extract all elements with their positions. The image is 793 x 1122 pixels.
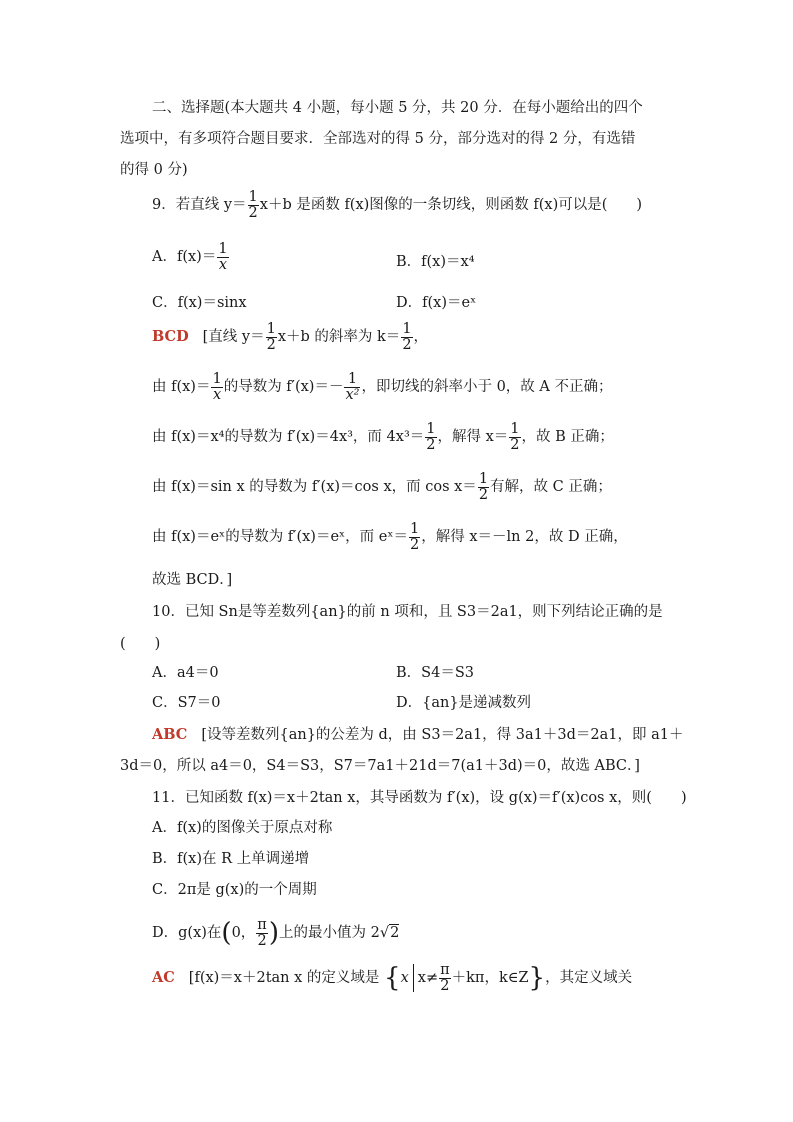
q10-stem-line1: 10．已知 Sn是等差数列{an}的前 n 项和，且 S3＝2a1，则下列结论正确的是 [152, 604, 663, 620]
q9-option-d: D．f(x)＝eˣ [396, 295, 477, 311]
q9-option-a: A．f(x)＝ $\frac{1}{x}$ [152, 241, 228, 273]
q11-stem: 11．已知函数 f(x)＝x＋2tan x，其导函数为 f′(x)，设 g(x)＝f′(x)cos x，则( ) [152, 790, 687, 806]
q9-solution-line1: BCD [直线 y＝ $\frac{1}{2}$ x＋b 的斜率为 k＝ $\frac{1}{2}$ ， [152, 321, 429, 353]
q9-answer: BCD [152, 328, 189, 345]
q10-option-d: D．{an}是递减数列 [396, 695, 532, 711]
q10-option-a: A．a4＝0 [152, 665, 219, 681]
q10-option-c: C．S7＝0 [152, 695, 221, 711]
q9-solution-line6: 故选 BCD．] [152, 572, 233, 588]
q9-solution-line5: 由 f(x)＝eˣ的导数为 f′(x)＝eˣ，而 eˣ＝ $\frac{1}{2}$ ，解得 x＝－ln 2，故 D 正确， [152, 521, 628, 553]
q11-option-c: C．2π是 g(x)的一个周期 [152, 882, 317, 898]
q11-option-b: B．f(x)在 R 上单调递增 [152, 851, 310, 867]
q9-solution-line4: 由 f(x)＝sin x 的导数为 f′(x)＝cos x，而 cos x＝ $\frac{1}{2}$ 有解，故 C 正确； [152, 471, 612, 503]
q9-stem: 9．若直线 y＝ $\frac{1}{2}$ x＋b 是函数 f(x)图像的一条切线，则函数 f(x)可以是( ) [152, 189, 643, 221]
q9-option-b: B．f(x)＝x⁴ [396, 254, 475, 270]
q11-option-d: D．g(x)在(0， $\frac{\pi}{2}$ )上的最小值为 2√2 [152, 917, 400, 949]
q10-solution-line2: 3d＝0，所以 a4＝0，S4＝S3，S7＝7a1＋21d＝7(a1＋3d)＝0，故选 ABC．] [120, 758, 640, 774]
fraction: $\frac{1}{2}$ [248, 189, 258, 221]
q11-solution-line1: AC [f(x)＝x＋2tan x 的定义域是 {x x≠ $\frac{\pi}{2}$ ＋kπ，k∈Z}，其定义域关 [152, 962, 633, 994]
section-heading-line1: 二、选择题(本大题共 4 小题，每小题 5 分，共 20 分．在每小题给出的四个 [152, 100, 643, 116]
q11-option-a: A．f(x)的图像关于原点对称 [152, 820, 333, 836]
q9-option-c: C．f(x)＝sinx [152, 295, 247, 311]
q10-stem-line2: ( ) [120, 636, 161, 652]
q10-option-b: B．S4＝S3 [396, 665, 474, 681]
q11-answer: AC [152, 969, 175, 986]
q10-solution-line1: ABC [设等差数列{an}的公差为 d，由 S3＝2a1，得 3a1＋3d＝2a1，即 a1＋ [152, 726, 684, 743]
q10-answer: ABC [152, 726, 188, 743]
q9-solution-line2: 由 f(x)＝ $\frac{1}{x}$ 的导数为 f′(x)＝－ $\frac{1}{\text{x²}}$ ，即切线的斜率小于 0，故 A 不正确； [152, 371, 613, 403]
section-heading-line2: 选项中，有多项符合题目要求．全部选对的得 5 分，部分选对的得 2 分，有选错 [120, 131, 636, 147]
q9-solution-line3: 由 f(x)＝x⁴的导数为 f′(x)＝4x³，而 4x³＝ $\frac{1}{2}$ ，解得 x＝ $\frac{1}{2}$ ，故 B 正确； [152, 421, 614, 453]
section-heading-line3: 的得 0 分) [120, 162, 188, 178]
